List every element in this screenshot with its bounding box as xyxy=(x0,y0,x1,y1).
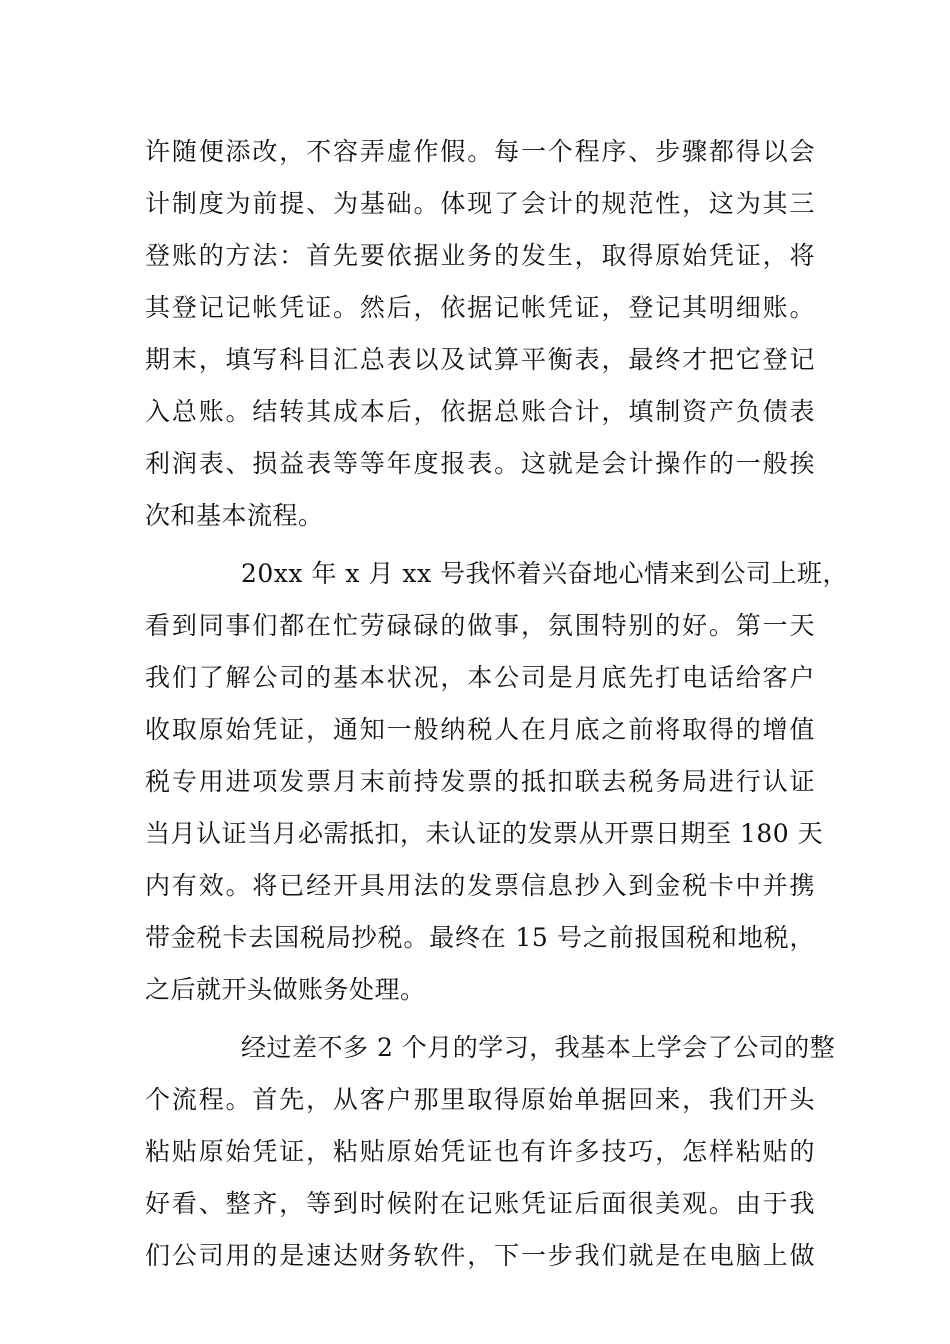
text-line: 看到同事们都在忙劳碌碌的做事，氛围特别的好。第一天 xyxy=(145,611,815,640)
text-line: 税专用进项发票月末前持发票的抵扣联去税务局进行认证 xyxy=(145,767,815,796)
text-line: 期末，填写科目汇总表以及试算平衡表，最终才把它登记 xyxy=(145,345,815,374)
text-line: 好看、整齐，等到时候附在记账凭证后面很美观。由于我 xyxy=(145,1189,815,1218)
text-line: 带金税卡去国税局抄税。最终在 15 号之前报国税和地税， xyxy=(145,923,815,952)
document-body xyxy=(145,126,849,1282)
text-line: 之后就开头做账务处理。 xyxy=(145,975,426,1004)
text-line: 计制度为前提、为基础。体现了会计的规范性，这为其三 xyxy=(145,189,815,218)
text-line: 们公司用的是速达财务软件，下一步我们就是在电脑上做 xyxy=(145,1241,815,1270)
text-line: 个流程。首先，从客户那里取得原始单据回来，我们开头 xyxy=(145,1085,815,1114)
text-line: 我们了解公司的基本状况，本公司是月底先打电话给客户 xyxy=(145,663,815,692)
text-line: 利润表、损益表等等年度报表。这就是会计操作的一般挨 xyxy=(145,449,815,478)
paragraph-3 xyxy=(145,1022,836,1282)
text-line: 收取原始凭证，通知一般纳税人在月底之前将取得的增值 xyxy=(145,715,815,744)
text-line: 登账的方法：首先要依据业务的发生，取得原始凭证，将 xyxy=(145,241,815,270)
text-line: 当月认证当月必需抵扣，未认证的发票从开票日期至 180 天 xyxy=(145,819,824,848)
text-line: 20xx 年 x 月 xx 号我怀着兴奋地心情来到公司上班， xyxy=(241,559,849,588)
paragraph-2 xyxy=(145,548,849,1016)
text-line: 其登记记帐凭证。然后，依据记帐凭证，登记其明细账。 xyxy=(145,293,815,322)
paragraph-1 xyxy=(145,126,815,542)
text-line: 许随便添改，不容弄虚作假。每一个程序、步骤都得以会 xyxy=(145,137,815,166)
text-line: 经过差不多 2 个月的学习，我基本上学会了公司的整 xyxy=(241,1033,836,1062)
text-line: 内有效。将已经开具用法的发票信息抄入到金税卡中并携 xyxy=(145,871,815,900)
text-line: 粘贴原始凭证，粘贴原始凭证也有许多技巧，怎样粘贴的 xyxy=(145,1137,815,1166)
text-line: 入总账。结转其成本后，依据总账合计，填制资产负债表 xyxy=(145,397,815,426)
text-line: 次和基本流程。 xyxy=(145,501,324,530)
